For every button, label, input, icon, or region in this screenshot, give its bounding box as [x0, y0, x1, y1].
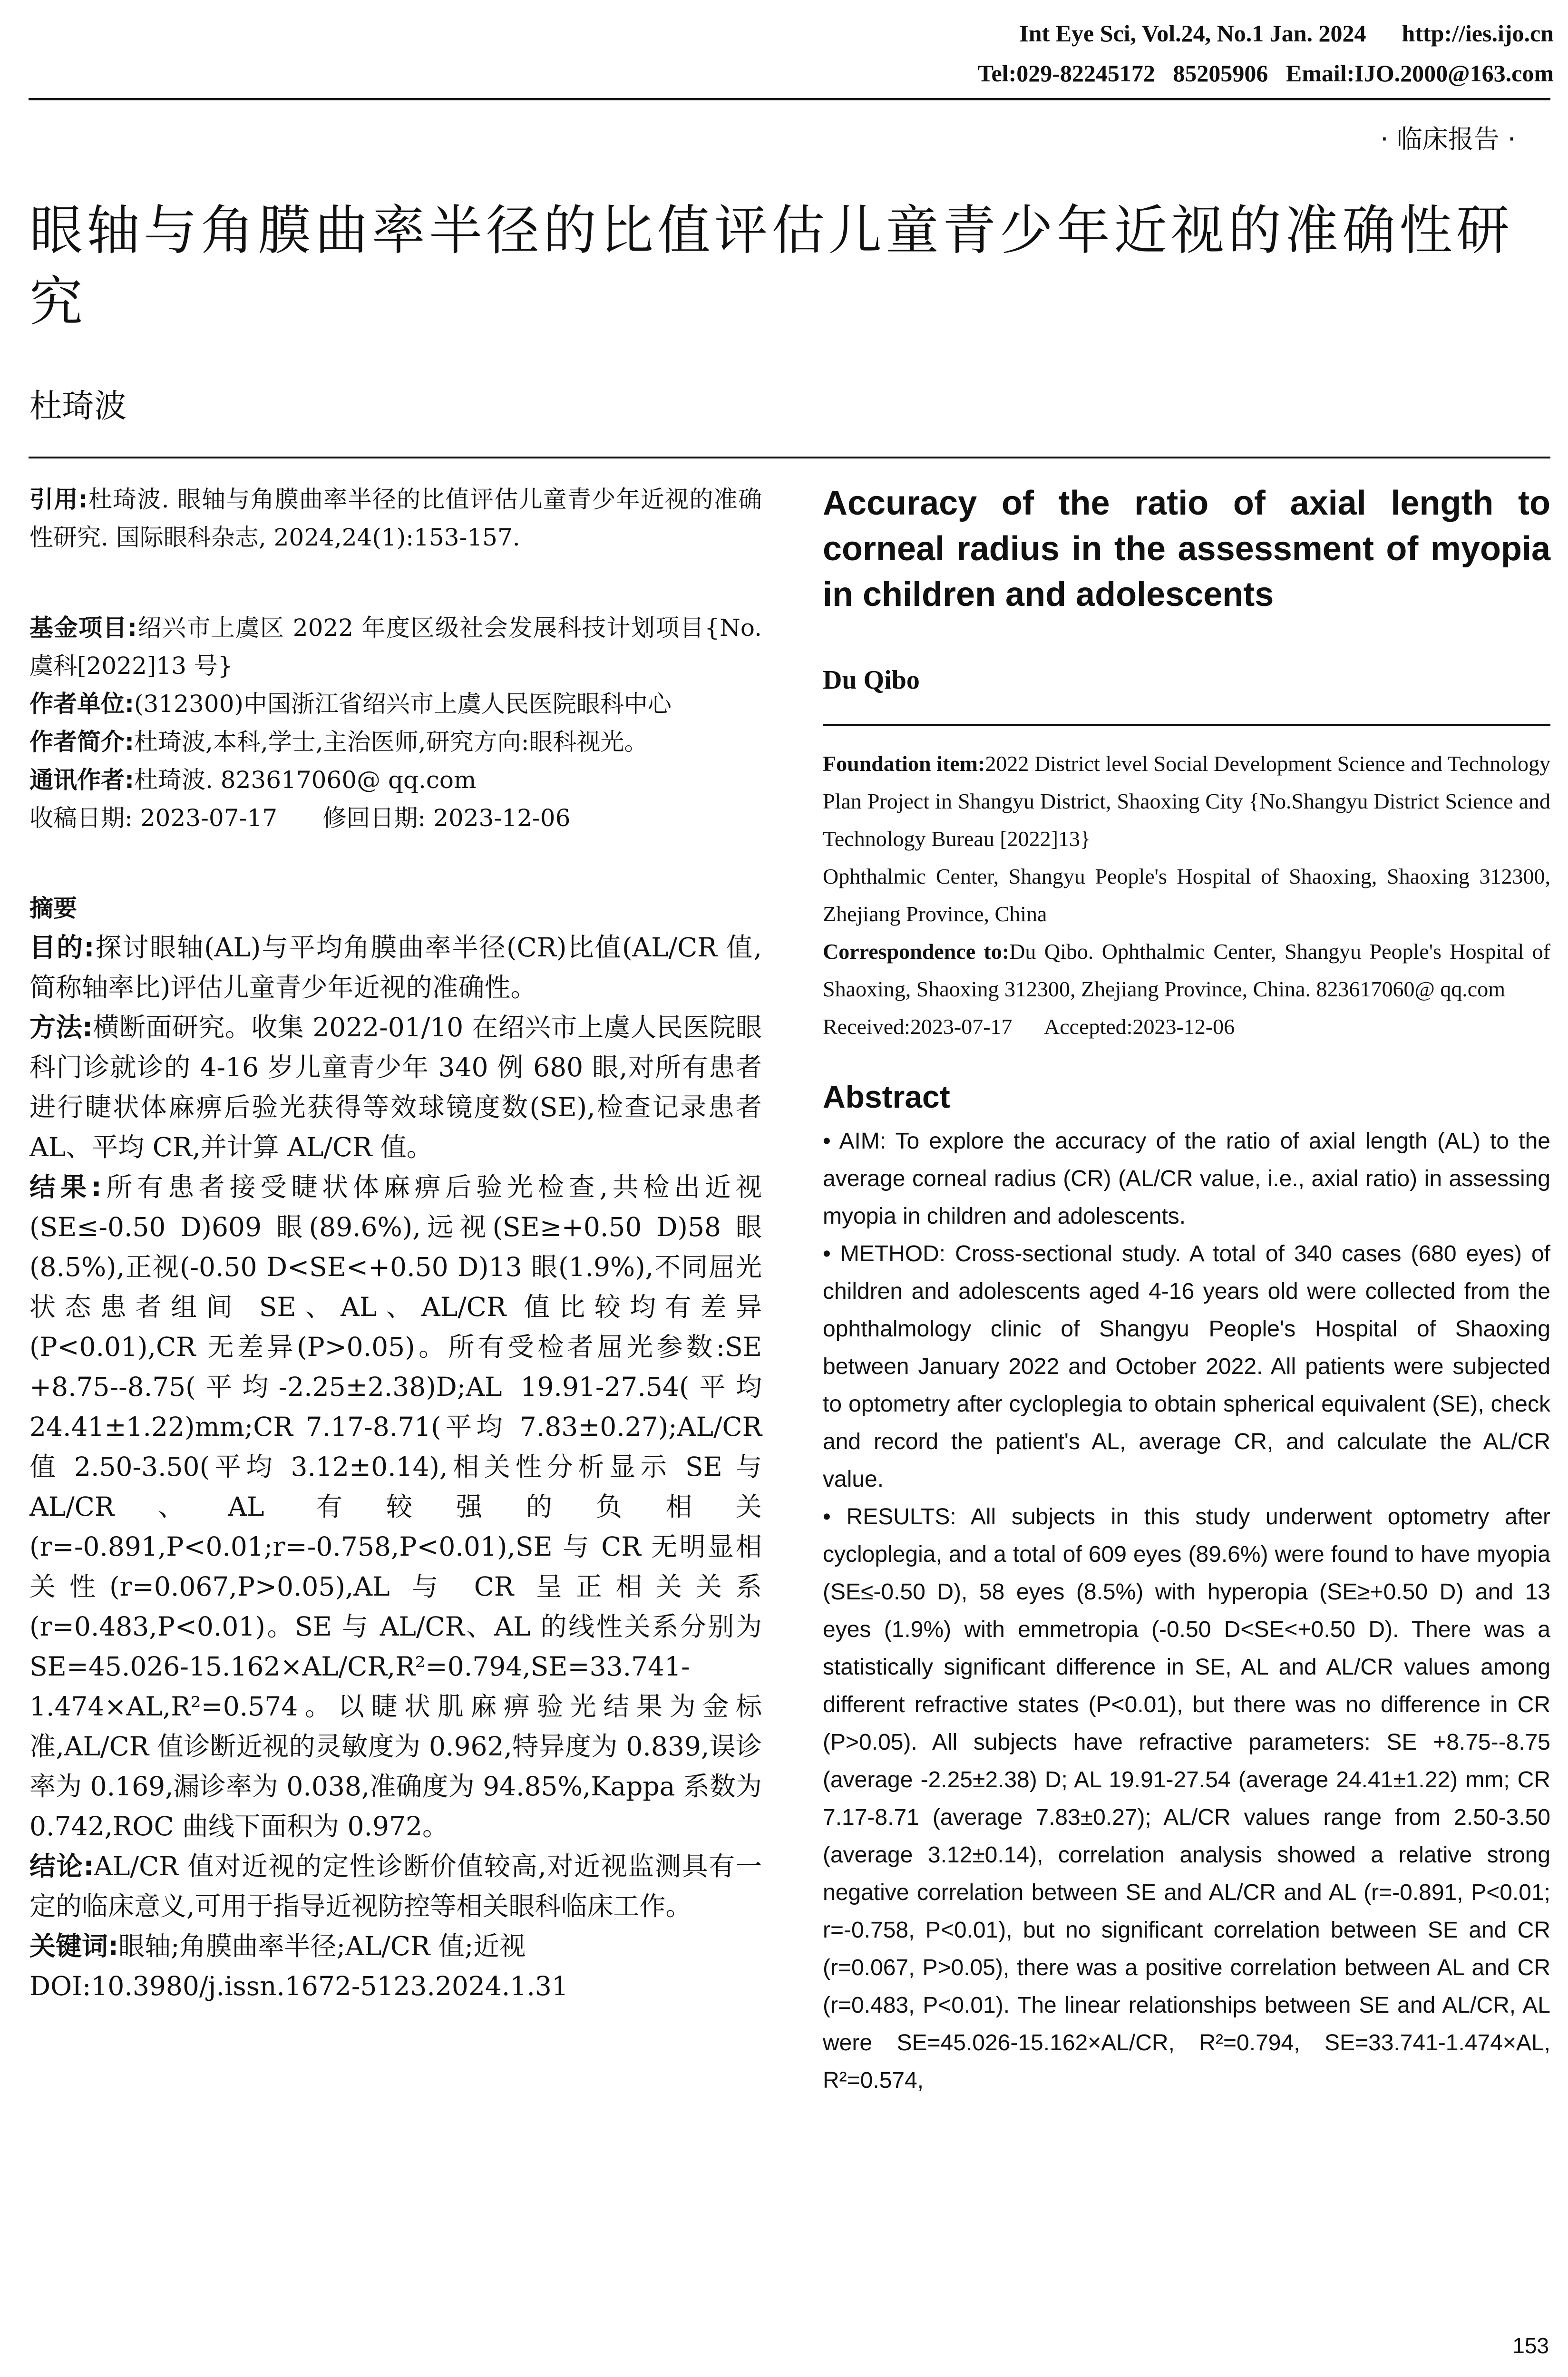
journal-header-line1: Int Eye Sci, Vol.24, No.1 Jan. 2024 http://ies.ijo.cn: [1019, 20, 1554, 47]
english-abstract: [823, 1122, 1550, 2099]
method-en: • METHOD: Cross-sectional study. A total of 340 cases (680 eyes) of children and adolescents aged 4-16 years old were collected from the ophthalmology clinic of Shangyu People's Hospital of Shaoxing between January 2022 and October 2022. All patients were subjected to optometry after cycloplegia to obtain spherical equivalent (SE), check and record the patient's AL, average CR, and calculate the AL/CR value.: [823, 1241, 1550, 1492]
doi: DOI:10.3980/j.issn.1672-5123.2024.1.31: [29, 1971, 568, 2001]
fund-item: [29, 609, 762, 685]
unit-text: (312300)中国浙江省绍兴市上虞人民医院眼科中心: [134, 690, 672, 718]
unit-label: 作者单位:: [29, 690, 134, 718]
received-dates: 收稿日期: 2023-07-17 修回日期: 2023-12-06: [29, 804, 571, 832]
aim-text: 探讨眼轴(AL)与平均角膜曲率半径(CR)比值(AL/CR 值,简称轴率比)评估儿童青少年近视的准确性。: [29, 932, 762, 1003]
aim-cn: [29, 927, 762, 1007]
results-en: • RESULTS: All subjects in this study underwent optometry after cycloplegia, and a total of 609 eyes (89.6%) were found to have myopia (SE≤-0.50 D), 58 eyes (8.5%) with hyperopia (SE≥+0.50 D) and 13 eyes (1.9%) with emmetropia (-0.50 D<SE<+0.50 D). There was a statistically significant difference in SE, AL and AL/CR values among different refractive states (P<0.01), but there was no difference in CR (P>0.05). All subjects have refractive parameters: SE +8.75--8.75 (average -2.25±2.38) D; AL 19.91-27.54 (average 24.41±1.22) mm; CR 7.17-8.71 (average 7.83±0.27); AL/CR values range from 2.50-3.50 (average 3.12±0.14), correlation analysis showed a relative strong negative correlation between SE and AL/CR and AL (r=-0.891, P<0.01; r=-0.758, P<0.01), but no significant correlation between SE and CR (r=0.067, P>0.05), there was a positive correlation between AL and CR (r=0.483, P<0.01). The linear relationships between SE and AL/CR, AL were SE=45.026-15.162×AL/CR, R²=0.794, SE=33.741-1.474×AL, R²=0.574,: [823, 1504, 1550, 2093]
affiliation: Ophthalmic Center, Shangyu People's Hospital of Shaoxing, Shaoxing 312300, Zhejiang Province, China: [823, 864, 1550, 926]
fund-label: 基金项目:: [29, 614, 137, 642]
method-cn: [29, 1007, 762, 1167]
english-title-rule: [823, 724, 1550, 726]
correspondence-label: Correspondence to:: [823, 939, 1010, 964]
abstract-heading-cn: 摘要: [29, 895, 77, 922]
english-dates: Received:2023-07-17 Accepted:2023-12-06: [823, 1014, 1235, 1039]
english-metadata: [823, 745, 1550, 1045]
citation-label: 引用:: [29, 486, 88, 513]
paper-title: 眼轴与角膜曲率半径的比值评估儿童青少年近视的准确性研究: [29, 200, 1513, 333]
method-text: 横断面研究。收集 2022-01/10 在绍兴市上虞人民医院眼科门诊就诊的 4-16 岁儿童青少年 340 例 680 眼,对所有患者进行睫状体麻痹后验光获得等效球镜度数(SE),检查记录患者 AL、平均 CR,并计算 AL/CR 值。: [29, 1012, 762, 1162]
result-text: 所有患者接受睫状体麻痹后验光检查,共检出近视(SE≤-0.50 D)609 眼(89.6%),远视(SE≥+0.50 D)58 眼(8.5%),正视(-0.50 D<SE<+0.50 D)13 眼(1.9%),不同屈光状态患者组间 SE、AL、AL/CR 值比较均有差异(P<0.01),CR 无差异(P>0.05)。所有受检者屈光参数:SE +8.75--8.75(平均-2.25±2.38)D;AL 19.91-27.54(平均 24.41±1.22)mm;CR 7.17-8.71(平均 7.83±0.27);AL/CR 值 2.50-3.50(平均 3.12±0.14),相关性分析显示 SE 与 AL/CR、AL 有较强的负相关(r=-0.891,P<0.01;r=-0.758,P<0.01),SE 与 CR 无明显相关性(r=0.067,P>0.05),AL 与 CR 呈正相关关系(r=0.483,P<0.01)。SE 与 AL/CR、AL 的线性关系分别为 SE=45.026-15.162×AL/CR,R²=0.794,SE=33.741-1.474×AL,R²=0.574。以睫状肌麻痹验光结果为金标准,AL/CR 值诊断近视的灵敏度为 0.962,特异度为 0.839,误诊率为 0.169,漏诊率为 0.038,准确度为 94.85%,Kappa 系数为 0.742,ROC 曲线下面积为 0.972。: [29, 1172, 762, 1841]
right-column: [823, 480, 1550, 2099]
conclusion-cn: [29, 1846, 762, 1926]
foundation-text: 2022 District level Social Development Science and Technology Plan Project in Shangyu District, Shaoxing City {No.Shangyu District Science and Technology Bureau [2022]13}: [823, 751, 1550, 851]
result-label: 结果:: [29, 1172, 102, 1202]
bio-label: 作者简介:: [29, 728, 134, 756]
author-bio: [29, 723, 762, 761]
citation: [29, 480, 762, 556]
author-unit: [29, 685, 762, 723]
abstract-heading-en: Abstract: [823, 1079, 950, 1114]
header-rule: [29, 98, 1550, 100]
aim-label: 目的:: [29, 932, 95, 963]
citation-text: 杜琦波. 眼轴与角膜曲率半径的比值评估儿童青少年近视的准确性研究. 国际眼科杂志, 2024,24(1):153-157.: [29, 486, 762, 551]
english-author: Du Qibo: [823, 665, 920, 695]
corresponding-author: [29, 761, 762, 799]
bio-text: 杜琦波,本科,学士,主治医师,研究方向:眼科视光。: [134, 728, 648, 756]
section-tag: · 临床报告 ·: [1380, 124, 1516, 154]
keywords-text: 眼轴;角膜曲率半径;AL/CR 值;近视: [118, 1931, 526, 1961]
correspondence-text: Du Qibo. Ophthalmic Center, Shangyu People's Hospital of Shaoxing, Shaoxing 312300, Zhejiang Province, China. 823617060@ qq.com: [823, 939, 1550, 1001]
method-label: 方法:: [29, 1012, 93, 1042]
title-rule: [29, 457, 1550, 458]
corr-text: 杜琦波. 823617060@ qq.com: [134, 766, 477, 794]
keywords-label: 关键词:: [29, 1931, 118, 1961]
author-name: 杜琦波: [29, 388, 127, 425]
conclusion-text: AL/CR 值对近视的定性诊断价值较高,对近视监测具有一定的临床意义,可用于指导近视防控等相关眼科临床工作。: [29, 1851, 762, 1921]
english-title: Accuracy of the ratio of axial length to corneal radius in the assessment of myopia in children and adolescents: [823, 484, 1550, 614]
foundation-item: [823, 745, 1550, 857]
conclusion-label: 结论:: [29, 1851, 94, 1881]
keywords-cn: [29, 1926, 762, 1966]
left-column: [29, 480, 762, 2006]
aim-en: • AIM: To explore the accuracy of the ratio of axial length (AL) to the average corneal radius (CR) (AL/CR value, i.e., axial ratio) in assessing myopia in children and adolescents.: [823, 1129, 1550, 1229]
correspondence: [823, 933, 1550, 1008]
fund-text: 绍兴市上虞区 2022 年度区级社会发展科技计划项目{No.虞科[2022]13 号}: [29, 614, 762, 680]
foundation-label: Foundation item:: [823, 751, 985, 776]
journal-header-line2: Tel:029-82245172 85205906 Email:IJO.2000@163.com: [977, 60, 1554, 87]
result-cn: [29, 1167, 762, 1846]
corr-label: 通讯作者:: [29, 766, 134, 794]
page-number: 153: [1512, 2333, 1549, 2358]
